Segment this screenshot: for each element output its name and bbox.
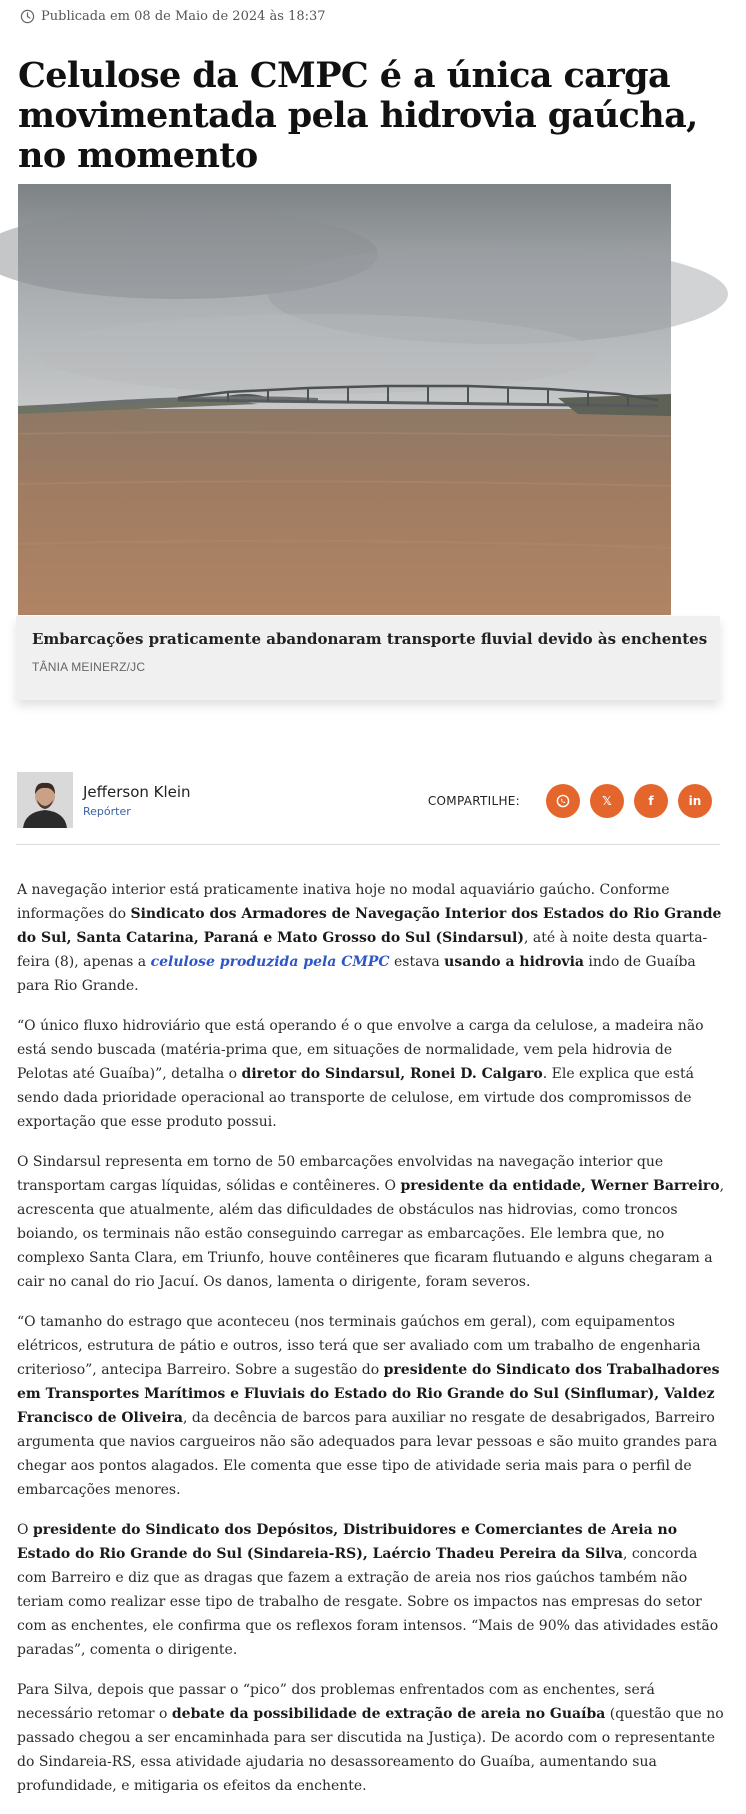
facebook-icon: f [648,794,654,808]
whatsapp-icon [555,793,571,809]
share-label: COMPARTILHE: [427,794,520,808]
cmpc-link[interactable]: celulose produzida pela CMPC [150,954,390,970]
publication-date-text: Publicada em 08 de Maio de 2024 às 18:37 [41,8,326,24]
publication-date [20,6,326,26]
share-bar [428,784,712,818]
paragraph-4: “O tamanho do estrago que aconteceu (nos terminais gaúchos em geral), com equipamentos elétricos, estrutura de pátio e outros, isso terá que ser avaliado com um trabalho de engenharia criterioso”, antecipa Barreiro. Sobre a sugestão do presidente do Sindicato dos Trabalhadores em Transportes Marítimos e Fluviais do Estado do Rio Grande do Sul (Sinflumar), Valdez Francisco de Oliveira, da decência de barcos para auxiliar no resgate de desabrigados, Barreiro argumenta que navios cargueiros não são adequados para levar pessoas e são muito grandes para chegar aos pontos alagados. Ele comenta que esse tipo de atividade seria mais para o perfil de embarcações menores. [17,1314,720,1498]
photo-credit: TÂNIA MEINERZ/JC [32,660,146,674]
avatar[interactable] [17,772,73,828]
author-name[interactable]: Jefferson Klein [83,782,191,801]
linkedin-icon: in [688,794,702,808]
linkedin-share-button[interactable] [678,784,712,818]
paragraph-2: “O único fluxo hidroviário que está operando é o que envolve a carga da celulose, a madeira não está sendo buscada (matéria-prima que, em situações de normalidade, vem pela hidrovia de Pelotas até Guaíba)”, detalha o diretor do Sindarsul, Ronei D. Calgaro. Ele explica que está sendo dada prioridade operacional ao transporte de celulose, em virtude dos compromissos de exportação que esse produto possui. [17,1018,704,1130]
photo-caption: Embarcações praticamente abandonaram transporte fluvial devido às enchentes [32,630,708,648]
article-body [17,878,727,1814]
paragraph-3: O Sindarsul representa em torno de 50 embarcações envolvidas na navegação interior que transportam cargas líquidas, sólidas e contêineres. O presidente da entidade, Werner Barreiro, acrescenta que atualmente, além das dificuldades de obstáculos nas hidrovias, como troncos boiando, os terminais não estão conseguindo carregar as embarcações. Ele lembra que, no complexo Santa Clara, em Triunfo, houve contêineres que ficaram flutuando e alguns chegaram a cair no canal do rio Jacuí. Os danos, lamenta o dirigente, foram severos. [17,1154,725,1290]
divider [16,844,720,845]
paragraph-6: Para Silva, depois que passar o “pico” dos problemas enfrentados com as enchentes, será necessário retomar o debate da possibilidade de extração de areia no Guaíba (questão que no passado chegou a ser encaminhada para ser discutida na Justiça). De acordo com o representante do Sindareia-RS, essa atividade ajudaria no desassoreamento do Guaíba, aumentando sua profundidade, e mitigaria os efeitos da enchente. [17,1682,724,1794]
paragraph-5: O presidente do Sindicato dos Depósitos, Distribuidores e Comerciantes de Areia no Estado do Rio Grande do Sul (Sindareia-RS), Laércio Thadeu Pereira da Silva, concorda com Barreiro e diz que as dragas que fazem a extração de areia nos rios gaúchos também não teriam como realizar esse tipo de trabalho de resgate. Sobre os impactos nas empresas do setor com as enchentes, ele confirma que os reflexos foram intensos. “Mais de 90% das atividades estão paradas”, comenta o dirigente. [17,1522,719,1658]
author-role: Repórter [83,804,131,818]
clock-icon [20,9,35,24]
x-share-button[interactable] [590,784,624,818]
river-bridge-photo [18,184,671,615]
article-title: Celulose da CMPC é a única carga movimentada pela hidrovia gaúcha, no momento [18,55,698,176]
whatsapp-share-button[interactable] [546,784,580,818]
facebook-share-button[interactable] [634,784,668,818]
author-photo [17,772,73,828]
photo-caption-box [16,616,720,700]
article-photo[interactable] [18,184,671,615]
author-block[interactable] [17,772,191,828]
paragraph-1: A navegação interior está praticamente inativa hoje no modal aquaviário gaúcho. Conforme informações do Sindicato dos Armadores de Navegação Interior dos Estados do Rio Grande do Sul, Santa Catarina, Paraná e Mato Grosso do Sul (Sindarsul), até à noite desta quarta-feira (8), apenas a celulose produzida pela CMPC estava usando a hidrovia indo de Guaíba para Rio Grande. [17,882,722,994]
x-icon: 𝕏 [602,794,612,808]
